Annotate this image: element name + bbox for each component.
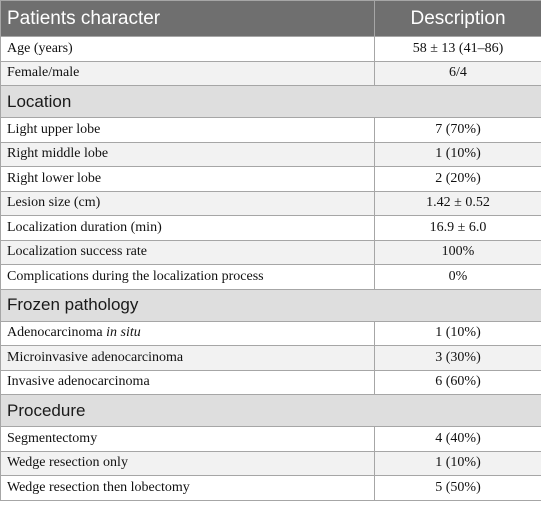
row-value: 7 (70%) <box>375 118 541 143</box>
row-label: Microinvasive adenocarcinoma <box>1 346 375 371</box>
table-row <box>1 37 541 62</box>
row-label <box>1 321 375 346</box>
header-description: Description <box>375 1 541 37</box>
table-row <box>1 216 541 241</box>
table-row <box>1 265 541 290</box>
row-value: 1 (10%) <box>375 321 541 346</box>
table-row <box>1 476 541 501</box>
section-title: Frozen pathology <box>1 289 541 321</box>
row-label-italic: in situ <box>106 325 141 341</box>
table-row <box>1 427 541 452</box>
section-header-location <box>1 86 541 118</box>
table-row <box>1 167 541 192</box>
table-row <box>1 191 541 216</box>
row-label: Lesion size (cm) <box>1 191 375 216</box>
row-value: 4 (40%) <box>375 427 541 452</box>
row-label: Right lower lobe <box>1 167 375 192</box>
table-row <box>1 370 541 395</box>
table-header-row <box>1 1 541 37</box>
section-title: Location <box>1 86 541 118</box>
row-label: Wedge resection then lobectomy <box>1 476 375 501</box>
table-row <box>1 118 541 143</box>
table-row <box>1 451 541 476</box>
row-label: Localization success rate <box>1 240 375 265</box>
header-patients-character: Patients character <box>1 1 375 37</box>
table-row <box>1 61 541 86</box>
row-label: Light upper lobe <box>1 118 375 143</box>
row-value: 1 (10%) <box>375 451 541 476</box>
row-label: Segmentectomy <box>1 427 375 452</box>
row-label: Invasive adenocarcinoma <box>1 370 375 395</box>
row-label: Age (years) <box>1 37 375 62</box>
row-label: Female/male <box>1 61 375 86</box>
row-value: 6/4 <box>375 61 541 86</box>
table-row <box>1 321 541 346</box>
row-value: 0% <box>375 265 541 290</box>
table-row <box>1 346 541 371</box>
section-header-procedure <box>1 395 541 427</box>
table-row <box>1 240 541 265</box>
row-value: 16.9 ± 6.0 <box>375 216 541 241</box>
row-value: 1.42 ± 0.52 <box>375 191 541 216</box>
row-label: Complications during the localization process <box>1 265 375 290</box>
row-label-prefix: Adenocarcinoma <box>7 325 107 341</box>
section-header-frozen-pathology <box>1 289 541 321</box>
row-value: 2 (20%) <box>375 167 541 192</box>
row-value: 3 (30%) <box>375 346 541 371</box>
row-label: Right middle lobe <box>1 142 375 167</box>
row-label: Localization duration (min) <box>1 216 375 241</box>
row-value: 5 (50%) <box>375 476 541 501</box>
row-value: 6 (60%) <box>375 370 541 395</box>
table-row <box>1 142 541 167</box>
section-title: Procedure <box>1 395 541 427</box>
row-value: 58 ± 13 (41–86) <box>375 37 541 62</box>
row-value: 100% <box>375 240 541 265</box>
row-value: 1 (10%) <box>375 142 541 167</box>
row-label: Wedge resection only <box>1 451 375 476</box>
